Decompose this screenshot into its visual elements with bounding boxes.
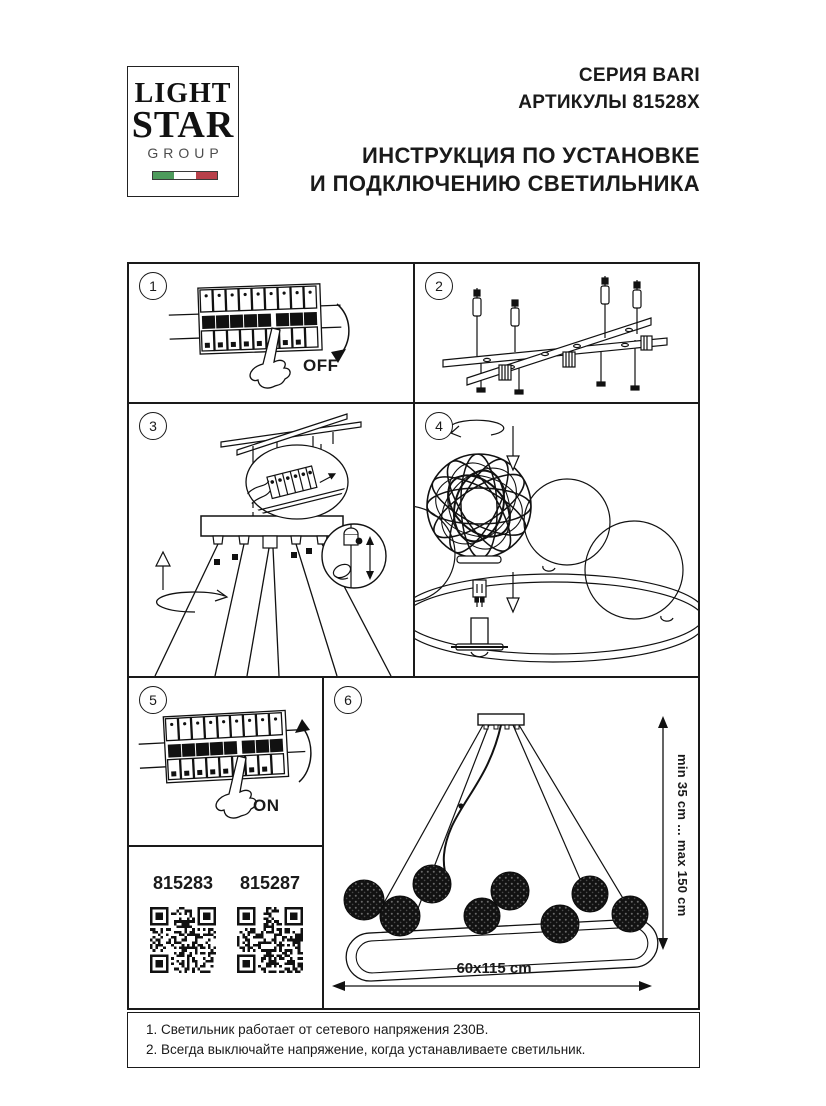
step-2-panel: [413, 262, 700, 404]
mounting-brackets-illustration: [415, 264, 698, 402]
step-5-badge: 5: [139, 686, 167, 714]
step-6-badge: 6: [334, 686, 362, 714]
off-label: OFF: [303, 356, 339, 375]
step-1-badge: 1: [139, 272, 167, 300]
step-3-panel: [127, 402, 415, 678]
breaker-off-illustration: [129, 264, 413, 402]
step-2-badge: 2: [425, 272, 453, 300]
step-5-panel: [127, 676, 324, 847]
logo-word-star: STAR: [131, 104, 235, 146]
step-1-panel: [127, 262, 415, 404]
article-number-right: 815287: [239, 873, 301, 893]
step-4-panel: [413, 402, 700, 678]
on-label: ON: [253, 796, 280, 815]
chandelier-illustration: [324, 678, 698, 1008]
article-number-left: 815283: [152, 873, 214, 893]
articles-title: АРТИКУЛЫ 81528X: [518, 92, 700, 113]
footer-note-2: 2. Всегда выключайте напряжение, когда устанавливаете светильник.: [146, 1042, 586, 1057]
curved-arrow-up: [299, 728, 311, 782]
footer-note-1: 1. Светильник работает от сетевого напряжения 230В.: [146, 1022, 489, 1037]
step-6-panel: [322, 676, 700, 1010]
steps-grid: [127, 262, 700, 1010]
logo-word-light: LIGHT: [134, 78, 232, 109]
qr-code: [237, 907, 303, 973]
header-text-block: [0, 62, 700, 198]
height-dimension-label: min 35 cm ... max 150 cm: [675, 753, 690, 917]
instruction-title-line1: ИНСТРУКЦИЯ ПО УСТАНОВКЕ: [362, 143, 700, 168]
articles-panel: [127, 845, 324, 1010]
qr-code: [150, 907, 216, 973]
footer-notes: [127, 1012, 700, 1068]
canopy-mounting-illustration: [129, 404, 413, 676]
instruction-title-line2: И ПОДКЛЮЧЕНИЮ СВЕТИЛЬНИКА: [309, 171, 700, 196]
step-4-badge: 4: [425, 412, 453, 440]
curved-arrow-down: [337, 304, 349, 354]
series-title: СЕРИЯ BARI: [578, 65, 700, 86]
step-3-badge: 3: [139, 412, 167, 440]
logo-word-group: GROUP: [147, 145, 224, 161]
size-dimension-label: 60x115 cm: [456, 960, 532, 977]
shade-assembly-illustration: [415, 404, 698, 676]
